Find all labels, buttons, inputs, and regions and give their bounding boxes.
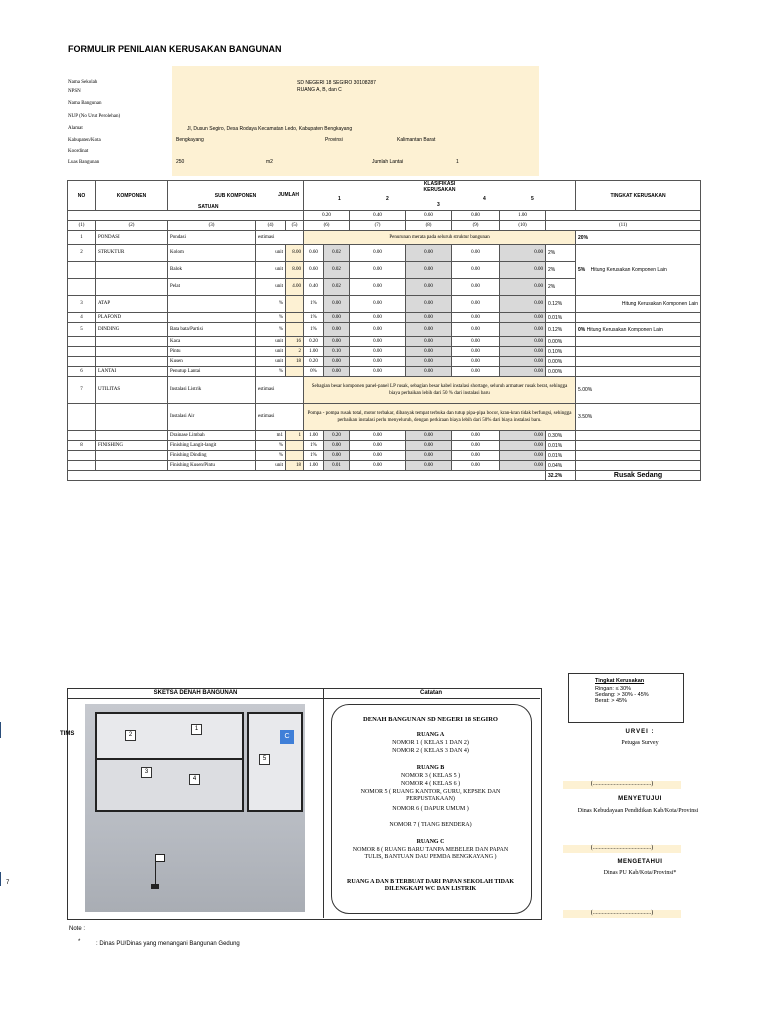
row-v2: 0.00 xyxy=(350,461,406,471)
row-bobot: 1.00 xyxy=(304,347,324,357)
hdr-sub-komponen: SUB KOMPONEN xyxy=(214,192,257,199)
dinas-pendidikan: Dinas Kebudayaan Pendidikan Kab/Kota/Provinsi xyxy=(577,808,699,814)
colnum: (4) xyxy=(256,221,286,231)
row-sub: Pondasi xyxy=(168,231,256,245)
row-sub: Finishing Dinding xyxy=(168,451,256,461)
row-v4: 0.00 xyxy=(452,296,500,313)
row-bobot: 0.40 xyxy=(304,279,324,296)
row-v5: 0.00 xyxy=(500,313,546,323)
ruang-value: RUANG A, B, dan C xyxy=(297,87,342,93)
row-v5: 0.00 xyxy=(500,262,546,279)
assessment-table xyxy=(67,180,701,481)
colnum: (11) xyxy=(546,221,701,231)
row-pct: 0.10% xyxy=(546,347,576,357)
legend-sedang: Sedang: > 30% - 45% xyxy=(595,692,649,698)
row-pct: 0.01% xyxy=(546,313,576,323)
row-v2: 0.00 xyxy=(350,347,406,357)
dinding-sum: 0% xyxy=(578,326,586,333)
row-no: 7 xyxy=(68,377,96,404)
damage-status: Rusak Sedang xyxy=(576,471,701,481)
colnum: (2) xyxy=(96,221,168,231)
flag-base xyxy=(151,884,159,889)
notes-ruang-b: RUANG B xyxy=(416,765,445,771)
row-v4: 0.00 xyxy=(452,441,500,451)
row-satuan: estimasi xyxy=(256,231,304,245)
note-star: * xyxy=(78,939,81,945)
row-v5: 0.00 xyxy=(500,279,546,296)
row-v3: 0.00 xyxy=(406,337,452,347)
row-bobot: 1% xyxy=(304,313,324,323)
row-v2: 0.00 xyxy=(350,262,406,279)
hitung-link[interactable]: Hitung Kerusakan Komponen Lain xyxy=(590,267,667,273)
row-pct: 20% xyxy=(576,231,701,245)
weight-3: 0.60 xyxy=(406,211,452,221)
row-v4: 0.00 xyxy=(452,347,500,357)
row-v3: 0.00 xyxy=(406,461,452,471)
weight-5: 1.00 xyxy=(500,211,546,221)
sketch-title: SKETSA DENAH BANGUNAN xyxy=(153,690,238,696)
notes-heading: DENAH BANGUNAN SD NEGERI 18 SEGIRO xyxy=(363,716,498,723)
row-v2: 0.00 xyxy=(350,451,406,461)
provinsi-label: Provinsi xyxy=(325,137,343,143)
hdr-no: NO xyxy=(68,181,96,211)
colnum: (1) xyxy=(68,221,96,231)
notes-ruang-a: RUANG A xyxy=(416,732,445,738)
row-v1: 0.00 xyxy=(324,367,350,377)
colnum: (10) xyxy=(500,221,546,231)
row-sub: Finishing Kusen/Pintu xyxy=(168,461,256,471)
colnum: (7) xyxy=(350,221,406,231)
notes-item: NOMOR 8 ( RUANG BARU TANPA MEBELER DAN PAPAN TULIS, BANTUAN DAU PEMDA BENGKAYANG ) xyxy=(352,847,509,860)
dinding-summary xyxy=(576,323,701,337)
row-pct: 0.01% xyxy=(546,441,576,451)
left-edge-mark xyxy=(0,872,1,886)
row-satuan: % xyxy=(256,323,286,337)
row-v3: 0.00 xyxy=(406,347,452,357)
row-jumlah: 2 xyxy=(286,347,304,357)
room-number: 3 xyxy=(141,767,152,778)
row-v3: 0.00 xyxy=(406,357,452,367)
row-note: Sebagian besar komponen panel-panel LP rusak, sebagian besar kabel instalasi shortage, seluruh armatuer rusak berat, sehingga biaya perbaikan lebih dari 50 % dari instalasi baru xyxy=(304,377,576,404)
row-v4: 0.00 xyxy=(452,431,500,441)
row-sub: Kolom xyxy=(168,245,256,262)
row-v1: 0.02 xyxy=(324,279,350,296)
notes-ruang-c: RUANG C xyxy=(416,839,445,845)
row-sub: Instalasi Listrik xyxy=(168,377,256,404)
hdr-klasifikasi-label: KLASIFIKASI KERUSAKAN xyxy=(423,181,456,193)
form-title: FORMULIR PENILAIAN KERUSAKAN BANGUNAN xyxy=(68,44,282,54)
flag xyxy=(155,854,165,862)
label-nama-sekolah: Nama Sekolah xyxy=(68,80,98,85)
jumlah-lantai-label: Jumlah Lantai xyxy=(372,159,404,165)
hdr-komponen: KOMPONEN xyxy=(96,181,168,211)
weight-4: 0.80 xyxy=(452,211,500,221)
room-number: 2 xyxy=(125,730,136,741)
row-komponen: PONDASI xyxy=(96,231,168,245)
row-pct: 5.00% xyxy=(576,377,701,404)
sketch-header-line xyxy=(67,698,540,699)
sketch-divider xyxy=(323,688,324,918)
row-pct: 3.50% xyxy=(576,404,701,431)
row-v3: 0.00 xyxy=(406,441,452,451)
row-satuan: % xyxy=(256,296,286,313)
struktur-sum: 5% xyxy=(578,267,586,273)
row-bobot: 0.20 xyxy=(304,357,324,367)
kabupaten-value: Bengkayang xyxy=(176,137,204,143)
row-v1: 0.02 xyxy=(324,262,350,279)
row-v1: 0.00 xyxy=(324,313,350,323)
row-pct: 2% xyxy=(546,279,576,296)
label-nama-bangunan: Nama Bangunan xyxy=(68,101,102,106)
row-bobot: 1% xyxy=(304,441,324,451)
notes-item: NOMOR 4 ( KELAS 6 ) xyxy=(400,781,461,787)
row-v5: 0.00 xyxy=(500,431,546,441)
row-v5: 0.00 xyxy=(500,296,546,313)
row-pct: 0.00% xyxy=(546,337,576,347)
total-percent: 32.2% xyxy=(546,471,576,481)
row-v4: 0.00 xyxy=(452,323,500,337)
row-no: 8 xyxy=(68,441,96,451)
row-no: 1 xyxy=(68,231,96,245)
row-satuan: m1 xyxy=(256,431,286,441)
row-v1: 0.10 xyxy=(324,347,350,357)
signature-dots[interactable]: (.......................................) xyxy=(590,845,654,851)
survey-role: Petugas Survey xyxy=(621,740,659,746)
row-note: Penurunan merata pada seluruh struktur bangunan xyxy=(304,231,576,245)
row-pct: 0.04% xyxy=(546,461,576,471)
row-v1: 0.01 xyxy=(324,461,350,471)
row-bobot: 1% xyxy=(304,296,324,313)
hdr-satuan: SATUAN xyxy=(198,204,219,210)
row-bobot: 0% xyxy=(304,367,324,377)
row-pct: 2% xyxy=(546,245,576,262)
row-v5: 0.00 xyxy=(500,347,546,357)
weight-2: 0.40 xyxy=(350,211,406,221)
jumlah-lantai-value: 1 xyxy=(456,159,459,165)
survey-title: URVEI : xyxy=(625,729,655,735)
row-sub: Pintu xyxy=(168,347,256,357)
row-satuan: estimasi xyxy=(256,377,304,404)
row-jumlah: 8.00 xyxy=(286,245,304,262)
row-bobot: 0.60 xyxy=(304,245,324,262)
row-sub: Penutup Lantai xyxy=(168,367,256,377)
row-v3: 0.00 xyxy=(406,431,452,441)
row-bobot: 1% xyxy=(304,451,324,461)
row-bobot: 0.20 xyxy=(304,337,324,347)
row-bobot: 1.00 xyxy=(304,431,324,441)
row-jumlah: 8.00 xyxy=(286,262,304,279)
row-pct: 0.01% xyxy=(546,451,576,461)
row-v3: 0.00 xyxy=(406,245,452,262)
row-v5: 0.00 xyxy=(500,337,546,347)
row-v2: 0.00 xyxy=(350,279,406,296)
hdr-tingkat: TINGKAT KERUSAKAN xyxy=(576,181,701,211)
row-sub: Bata bata/Partisi xyxy=(168,323,256,337)
row-pct: 0.00% xyxy=(546,367,576,377)
hitung-link[interactable]: Hitung Kerusakan Komponen Lain xyxy=(586,326,663,333)
colnum: (9) xyxy=(452,221,500,231)
nama-sekolah-value: SD NEGERI 18 SEGIRO 30108287 xyxy=(297,80,376,86)
luas-fill xyxy=(172,156,267,166)
left-edge-mark xyxy=(0,722,1,738)
hdr-k2: 2 xyxy=(386,196,389,202)
row-v4: 0.00 xyxy=(452,367,500,377)
row-v2: 0.00 xyxy=(350,296,406,313)
row-v4: 0.00 xyxy=(452,313,500,323)
row-v4: 0.00 xyxy=(452,451,500,461)
row-no: 4 xyxy=(68,313,96,323)
row-v1: 0.00 xyxy=(324,337,350,347)
row-bobot: 1.00 xyxy=(304,461,324,471)
notes-item: NOMOR 1 ( KELAS 1 DAN 2) xyxy=(392,740,469,746)
provinsi-value: Kalimantan Barat xyxy=(397,137,436,143)
building-c xyxy=(247,712,303,812)
row-satuan: estimasi xyxy=(256,404,304,431)
colnum: (8) xyxy=(406,221,452,231)
row-satuan: % xyxy=(256,451,286,461)
row-no: 2 xyxy=(68,245,96,262)
row-v1: 0.00 xyxy=(324,296,350,313)
row-v5: 0.00 xyxy=(500,441,546,451)
row-note: Pompa - pompa rusak total, motor terbakar, dibanyak tempat terbuka dan tutup pipa-pipa bocor, kran-kran tidak berfungsi, sehingga perbaikan instalasi perlu menyeluruh, dengan perkiraan biaya lebih dari 50% dari biaya instalasi baru. xyxy=(304,404,576,431)
row-v4: 0.00 xyxy=(452,279,500,296)
row-komponen: DINDING xyxy=(96,323,168,337)
row-komponen: PLAFOND xyxy=(96,313,168,323)
row-komponen: FINISHING xyxy=(96,441,168,451)
building-lower xyxy=(95,758,244,812)
signature-dots[interactable]: (.......................................) xyxy=(590,781,654,787)
row-v4: 0.00 xyxy=(452,461,500,471)
signature-dots[interactable]: (.......................................) xyxy=(590,910,654,916)
label-npsn: NPSN xyxy=(68,89,81,94)
row-pct: 0.30% xyxy=(546,431,576,441)
row-sub: Instalasi Air xyxy=(168,404,256,431)
row-v5: 0.00 xyxy=(500,323,546,337)
row-v2: 0.00 xyxy=(350,337,406,347)
row-pct: 0.12% xyxy=(546,323,576,337)
legend-berat: Berat: > 45% xyxy=(595,698,627,704)
dinas-pu: Dinas PU Kab/Kota/Provinsi* xyxy=(603,870,677,876)
row-no: 6 xyxy=(68,367,96,377)
row-v2: 0.00 xyxy=(350,357,406,367)
luas-value: 250 xyxy=(176,159,185,165)
row-v3: 0.00 xyxy=(406,451,452,461)
row-bobot: 1% xyxy=(304,323,324,337)
row-satuan: unit xyxy=(256,245,286,262)
row-v5: 0.00 xyxy=(500,245,546,262)
notes-item: NOMOR 3 ( KELAS 5 ) xyxy=(400,773,461,779)
row-v3: 0.00 xyxy=(406,262,452,279)
struktur-summary xyxy=(576,245,701,296)
row-sub: Kusen xyxy=(168,357,256,367)
row-jumlah: 18 xyxy=(286,357,304,367)
mengetahui-title: MENGETAHUI xyxy=(617,859,663,865)
row-v1: 0.00 xyxy=(324,357,350,367)
row-sub: Balok xyxy=(168,262,256,279)
row-v3: 0.00 xyxy=(406,367,452,377)
colnum: (3) xyxy=(168,221,256,231)
hdr-sub xyxy=(168,181,304,211)
colnum: (6) xyxy=(304,221,350,231)
row-v5: 0.00 xyxy=(500,451,546,461)
row-satuan: unit xyxy=(256,279,286,296)
row-satuan: % xyxy=(256,313,286,323)
notes-item: NOMOR 7 ( TIANG BENDERA) xyxy=(389,822,472,828)
side-number: 7 xyxy=(6,880,10,886)
row-v2: 0.00 xyxy=(350,313,406,323)
row-satuan: unit xyxy=(256,347,286,357)
weight-1: 0.20 xyxy=(304,211,350,221)
catatan-title: Catatan xyxy=(419,690,442,696)
row-bobot: 0.60 xyxy=(304,262,324,279)
row-v4: 0.00 xyxy=(452,245,500,262)
row-sub: Finishing Langit-langit xyxy=(168,441,256,451)
row-jumlah: 4.00 xyxy=(286,279,304,296)
notes-footer: RUANG A DAN B TERBUAT DARI PAPAN SEKOLAH TIDAK DILENGKAPI WC DAN LISTRIK xyxy=(346,879,515,892)
row-v4: 0.00 xyxy=(452,337,500,347)
row-v1: 0.00 xyxy=(324,451,350,461)
notes-item: NOMOR 6 ( DAPUR UMUM ) xyxy=(392,806,469,812)
floor-plan-photo xyxy=(85,704,305,912)
alamat-value: Jl, Dusun Segiro, Desa Rodaya Kecamatan Ledo, Kabupaten Bengkayang xyxy=(187,126,353,132)
label-luas: Luas Bangunan xyxy=(68,160,100,165)
hdr-k5: 5 xyxy=(531,196,534,202)
legend-title: Tingkat Kerusakan xyxy=(595,678,645,684)
row-komponen: ATAP xyxy=(96,296,168,313)
note-label: Note : xyxy=(69,926,86,932)
tims-label: TIMS xyxy=(60,731,75,737)
damage-legend xyxy=(568,673,684,723)
row-sub: Pelat xyxy=(168,279,256,296)
menyetujui-title: MENYETUJUI xyxy=(618,796,662,802)
row-komponen: UTILITAS xyxy=(96,377,168,404)
row-v3: 0.00 xyxy=(406,313,452,323)
label-kabupaten: Kabupaten/Kota xyxy=(68,138,101,143)
row-sub: Kaca xyxy=(168,337,256,347)
luas-unit: m2 xyxy=(266,159,273,165)
label-alamat: Alamat xyxy=(68,126,83,131)
label-koordinat: Koordinat xyxy=(68,149,89,154)
row-pct: 2% xyxy=(546,262,576,279)
notes-item: NOMOR 5 ( RUANG KANTOR, GURU, KEPSEK DAN PERPUSTAKAAN) xyxy=(360,789,501,802)
row-v5: 0.00 xyxy=(500,367,546,377)
row-v3: 0.00 xyxy=(406,323,452,337)
colnum: (5) xyxy=(286,221,304,231)
hdr-klasifikasi xyxy=(304,181,576,211)
row-satuan: % xyxy=(256,367,286,377)
row-v4: 0.00 xyxy=(452,262,500,279)
hdr-k4: 4 xyxy=(483,196,486,202)
legend-ringan: Ringan: ≤ 30% xyxy=(595,686,632,692)
row-v2: 0.00 xyxy=(350,367,406,377)
row-pct: 0.00% xyxy=(546,357,576,367)
row-satuan: unit xyxy=(256,337,286,347)
row-v1: 0.00 xyxy=(324,323,350,337)
row-jumlah: 18 xyxy=(286,461,304,471)
room-number: 4 xyxy=(189,774,200,785)
row-v1: 0.02 xyxy=(324,245,350,262)
row-no: 3 xyxy=(68,296,96,313)
room-number: 1 xyxy=(191,724,202,735)
row-satuan: unit xyxy=(256,262,286,279)
row-no: 5 xyxy=(68,323,96,337)
row-v2: 0.00 xyxy=(350,441,406,451)
row-v2: 0.00 xyxy=(350,323,406,337)
row-v2: 0.00 xyxy=(350,431,406,441)
row-pct: 0.12% xyxy=(546,296,576,313)
hdr-k1: 1 xyxy=(338,196,341,202)
notes-item: NOMOR 2 ( KELAS 3 DAN 4) xyxy=(392,748,469,754)
room-number: 5 xyxy=(259,754,270,765)
row-jumlah: 16 xyxy=(286,337,304,347)
row-jumlah: 1 xyxy=(286,431,304,441)
row-v3: 0.00 xyxy=(406,279,452,296)
building-c-label: C xyxy=(280,730,294,744)
row-v5: 0.00 xyxy=(500,461,546,471)
row-v1: 0.00 xyxy=(324,441,350,451)
row-komponen: STRUKTUR xyxy=(96,245,168,262)
note-text: : Dinas PU/Dinas yang menangani Bangunan Gedung xyxy=(96,941,240,947)
row-satuan: unit xyxy=(256,357,286,367)
row-v5: 0.00 xyxy=(500,357,546,367)
row-komponen: LANTAI xyxy=(96,367,168,377)
label-nup: NUP (No Urut Perolehan) xyxy=(68,114,121,119)
row-v4: 0.00 xyxy=(452,357,500,367)
row-v2: 0.00 xyxy=(350,245,406,262)
row-v1: 0.20 xyxy=(324,431,350,441)
hitung-link[interactable]: Hitung Kerusakan Komponen Lain xyxy=(576,296,701,313)
hdr-jumlah: JUMLAH xyxy=(278,192,299,198)
row-satuan: unit xyxy=(256,461,286,471)
row-satuan: % xyxy=(256,441,286,451)
row-sub: Drainase Limbah xyxy=(168,431,256,441)
hdr-k3: 3 xyxy=(437,202,440,208)
row-v3: 0.00 xyxy=(406,296,452,313)
